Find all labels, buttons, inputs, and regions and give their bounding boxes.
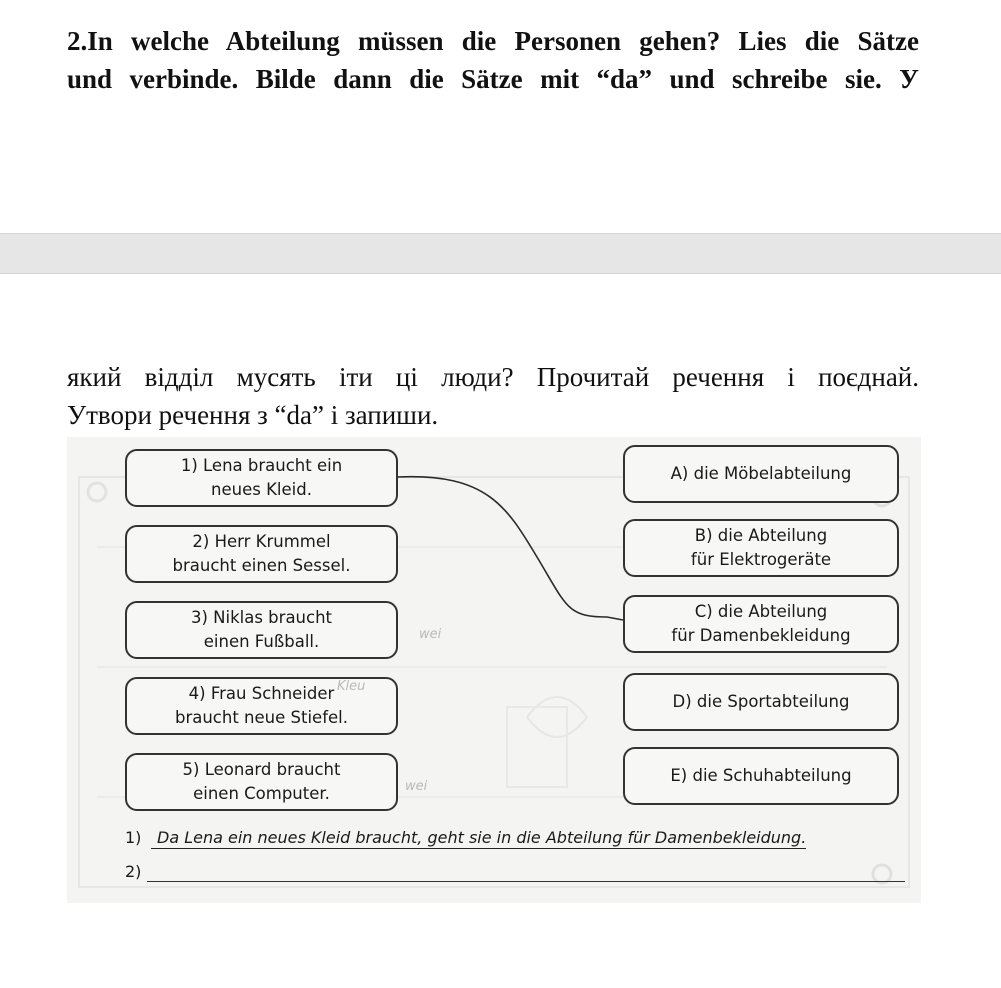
person-2-line-1: 2) Herr Krummel xyxy=(192,532,331,551)
person-box-2 xyxy=(125,525,398,583)
person-5-line-1: 5) Leonard braucht xyxy=(182,760,341,779)
translation-line-1: який відділ мусять іти ці люди? Прочитай речення і поєднай. xyxy=(67,362,919,392)
answer-row-1 xyxy=(125,828,905,852)
department-box-a xyxy=(623,445,899,503)
page-upper xyxy=(0,0,1001,233)
department-box-b xyxy=(623,519,899,577)
department-b-line-1: B) die Abteilung xyxy=(694,526,828,545)
person-2-line-2: braucht einen Sessel. xyxy=(172,556,351,575)
department-e-label: E) die Schuhabteilung xyxy=(670,766,852,785)
department-b-line-2: für Elektrogeräte xyxy=(690,550,832,569)
task-heading-line-1: 2.In welche Abteilung müssen die Personen gehen? Lies die Sätze xyxy=(67,26,919,56)
person-4-line-2: braucht neue Stiefel. xyxy=(174,708,348,727)
department-a-label: A) die Möbelabteilung xyxy=(670,464,852,483)
department-box-d xyxy=(623,673,899,731)
department-d-label: D) die Sportabteilung xyxy=(672,692,850,711)
answer-1-number: 1) xyxy=(125,828,142,847)
person-3-line-1: 3) Niklas braucht xyxy=(190,608,333,627)
person-3-line-2: einen Fußball. xyxy=(203,632,320,651)
translation-line-2: Утвори речення з “da” і запиши. xyxy=(67,400,439,430)
page-separator xyxy=(0,233,1001,274)
person-box-5 xyxy=(125,753,398,811)
answer-1-text[interactable]: Da Lena ein neues Kleid braucht, geht sie in die Abteilung für Damenbekleidung. xyxy=(151,828,806,849)
pencil-note-1: Kleu xyxy=(337,679,366,694)
person-4-line-1: 4) Frau Schneider xyxy=(188,684,335,703)
department-box-e xyxy=(623,747,899,805)
department-box-c xyxy=(623,595,899,653)
person-1-line-1: 1) Lena braucht ein xyxy=(180,456,343,475)
exercise-scan xyxy=(67,437,921,903)
task-heading-line-2: und verbinde. Bilde dann die Sätze mit “da” und schreibe sie. У xyxy=(67,64,919,94)
person-box-3 xyxy=(125,601,398,659)
pencil-note-3: wei xyxy=(405,779,428,794)
task-heading xyxy=(67,22,919,98)
translation-text xyxy=(67,358,919,434)
department-c-line-2: für Damenbekleidung xyxy=(671,626,851,645)
pencil-note-2: wei xyxy=(419,627,442,642)
answer-2-blank-line[interactable] xyxy=(147,881,905,882)
person-box-1 xyxy=(125,449,398,507)
answer-row-2 xyxy=(125,862,905,886)
department-c-line-1: C) die Abteilung xyxy=(694,602,828,621)
answer-2-number: 2) xyxy=(125,862,142,881)
person-1-line-2: neues Kleid. xyxy=(211,480,312,499)
person-5-line-2: einen Computer. xyxy=(193,784,330,803)
